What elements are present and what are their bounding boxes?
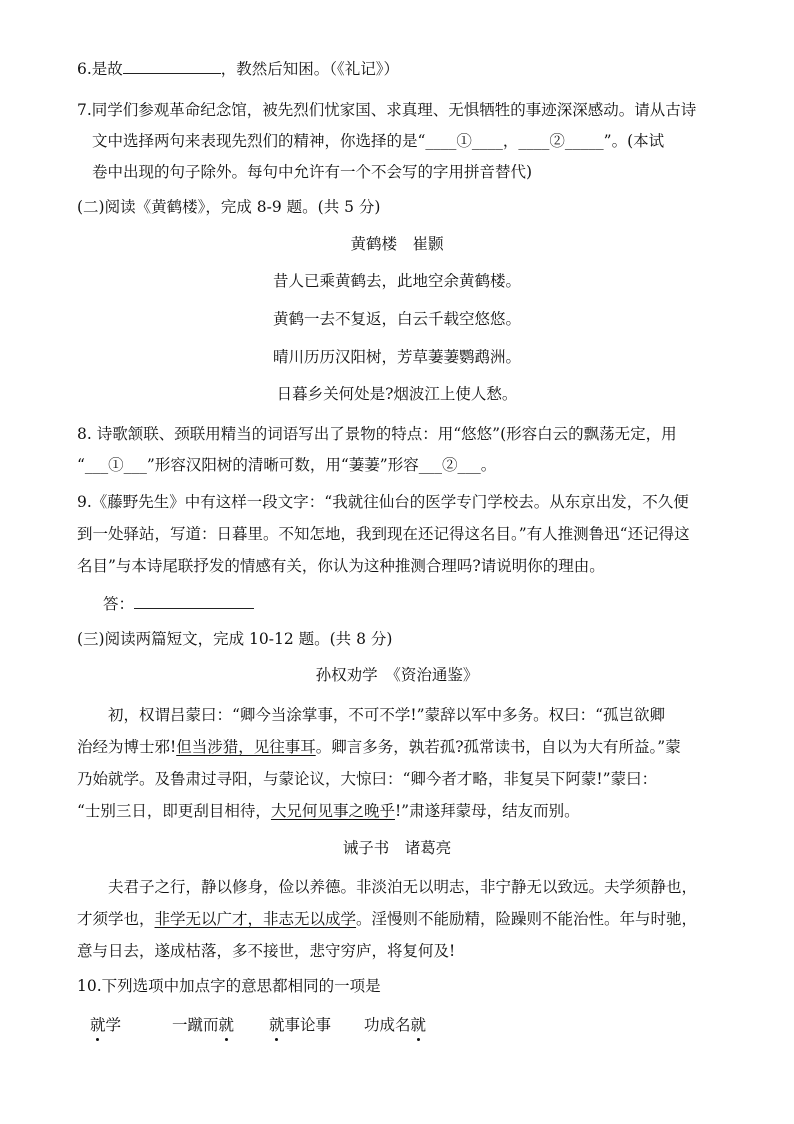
text-segment: 功成名: [364, 1016, 411, 1034]
option-word: [90, 1014, 121, 1036]
question-9-line-1: 9.《藤野先生》中有这样一段文字：“我就往仙台的医学专门学校去。从东京出发，不久便: [77, 493, 689, 511]
passage-1-line-2: [77, 736, 681, 758]
question-9-line-3: 名目”与本诗尾联抒发的情感有关，你认为这种推测合理吗?请说明你的理由。: [77, 557, 605, 575]
option-word: [269, 1014, 331, 1036]
text-segment: 一蹴而: [172, 1016, 219, 1034]
passage-1-line-3: 乃始就学。及鲁肃过寻阳，与蒙论议，大惊曰：“卿今者才略，非复吴下阿蒙!”蒙曰：: [77, 770, 658, 788]
poem-line: 日暮乡关何处是?烟波江上使人愁。: [276, 385, 518, 403]
dotted-char: 就: [410, 1016, 427, 1034]
passage-1-title: 孙权劝学 《资治通鉴》: [315, 666, 479, 684]
question-10-stem: 10.下列选项中加点字的意思都相同的一项是: [77, 977, 381, 995]
question-8-line-2: “___①___”形容汉阳树的清晰可数，用“萋萋”形容___②___。: [77, 456, 497, 474]
text-segment: 事论事: [284, 1016, 332, 1034]
q6-answer-blank[interactable]: [123, 57, 221, 74]
dotted-char: 就: [218, 1016, 235, 1034]
underlined-sentence: 大兄何见事之晚乎: [270, 802, 395, 820]
question-7-line-2: 文中选择两句来表现先烈们的精神，你选择的是“____①____，____②_____”。(本试: [92, 132, 665, 150]
underlined-sentence: 但当涉猎，见往事耳: [176, 738, 316, 756]
underlined-sentence: 非学无以广才，非志无以成学: [154, 910, 357, 928]
text-segment: 。卿言多务，孰若孤?孤常读书，自以为大有所益。”蒙: [315, 738, 681, 756]
answer-label: 答：: [103, 595, 135, 613]
text-segment: !”肃遂拜蒙母，结友而别。: [394, 802, 580, 820]
question-9-line-2: 到一处驿站，写道：日暮里。不知怎地，我到现在还记得这名目。”有人推测鲁迅“还记得这: [77, 525, 690, 543]
dotted-char: 就: [269, 1016, 285, 1034]
passage-2-line-2: [77, 908, 697, 930]
question-7-line-1: 7.同学们参观革命纪念馆，被先烈们忧家国、求真理、无惧牺牲的事迹深深感动。请从古诗: [77, 101, 697, 119]
dotted-char: 就: [90, 1016, 106, 1034]
question-6: [77, 57, 399, 80]
poem-line: 昔人已乘黄鹤去，此地空余黄鹤楼。: [272, 272, 521, 290]
q6-prefix: 6.是故: [77, 60, 123, 78]
passage-2-title: 诫子书 诸葛亮: [342, 839, 452, 857]
q6-suffix: ，教然后知困。（《礼记》）: [220, 60, 400, 78]
passage-1-line-4: [77, 800, 580, 822]
section-2-heading: (二)阅读《黄鹤楼》，完成 8-9 题。(共 5 分): [77, 198, 381, 216]
question-7-line-3: 卷中出现的句子除外。每句中允许有一个不会写的字用拼音替代): [92, 163, 533, 181]
question-8-line-1: 8. 诗歌颔联、颈联用精当的词语写出了景物的特点：用“悠悠”(形容白云的飘荡无定，用: [77, 425, 677, 443]
passage-2-line-3: 意与日去，遂成枯落，多不接世，悲守穷庐，将复何及!: [77, 942, 456, 960]
passage-1-line-1: 初，权谓吕蒙曰：“卿今当涂掌事，不可不学!”蒙辞以军中多务。权曰：“孤岂欲卿: [108, 706, 666, 724]
text-segment: 治经为博士邪!: [77, 738, 177, 756]
text-segment: 。淫慢则不能励精，险躁则不能治性。年与时驰，: [356, 910, 698, 928]
poem-title: 黄鹤楼 崔颢: [350, 235, 444, 253]
text-segment: 才须学也，: [77, 910, 155, 928]
passage-2-line-1: 夫君子之行，静以修身，俭以养德。非淡泊无以明志，非宁静无以致远。夫学须静也，: [108, 878, 698, 896]
q9-answer-blank[interactable]: [134, 592, 254, 609]
text-segment: “士别三日，即更刮目相待，: [77, 802, 271, 820]
text-segment: 学: [105, 1016, 122, 1034]
option-word: [364, 1014, 426, 1036]
poem-line: 黄鹤一去不复返，白云千载空悠悠。: [272, 310, 521, 328]
question-9-answer: [103, 592, 254, 615]
poem-line: 晴川历历汉阳树，芳草萋萋鹦鹉洲。: [272, 348, 521, 366]
option-word: [172, 1014, 234, 1036]
section-3-heading: (三)阅读两篇短文，完成 10-12 题。(共 8 分): [77, 630, 393, 648]
